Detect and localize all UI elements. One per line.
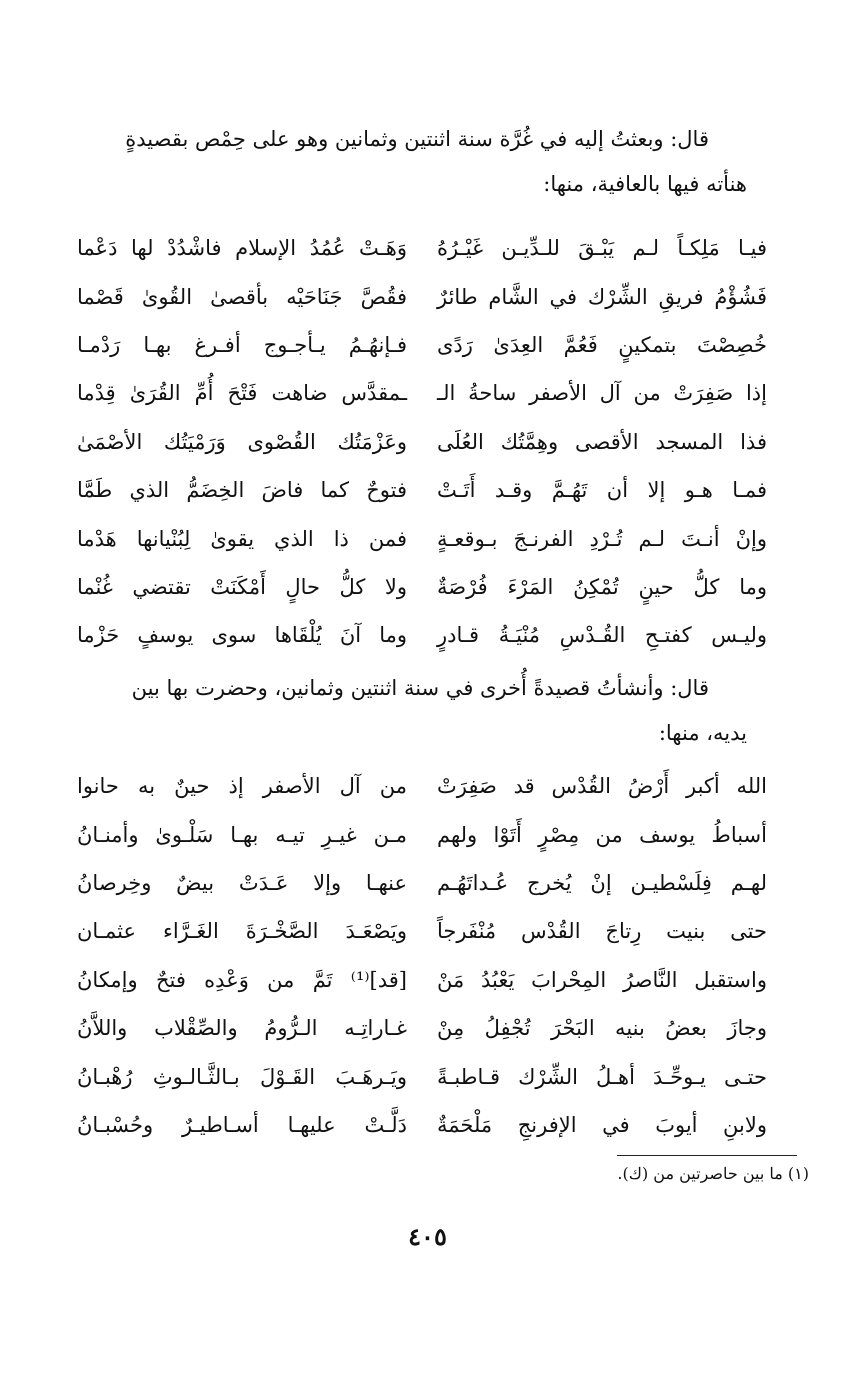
intro-paragraph-1 xyxy=(97,117,747,207)
verse-second-hemistich: وعَزْمَتُك القُصْوى وَرَمْيَتُك الأصْمَىٰ xyxy=(77,429,407,454)
verse-second-hemistich: ولا كلُّ حالٍ أَمْكَنَتْ تقتضي غُنْما xyxy=(77,574,407,599)
verse xyxy=(77,418,767,466)
verse-second-hemistich: ـمقدَّس ضاهت فَتْحَ أُمِّ القُرَىٰ قِدْما xyxy=(77,381,407,406)
verse xyxy=(77,1052,767,1100)
intro-2-line-1: قال: وأنشأتُ قصيدةً أُخرى في سنة اثنتين وثمانين، وحضرت بها بين xyxy=(131,676,709,700)
verse xyxy=(77,563,767,611)
verse-first-hemistich: الله أكبر أَرْضُ القُدْس قد صَفِرَتْ xyxy=(437,774,767,799)
verse-second-hemistich: دَلَّـتْ عليهـا أسـاطيـرٌ وحُسْبـانُ xyxy=(77,1112,407,1137)
verse-second-hemistich: [قد]⁽¹⁾ تَمَّ من وَعْدِه فتحٌ وإمكانُ xyxy=(77,967,407,992)
verse xyxy=(77,611,767,659)
verse-second-hemistich: ويَصْعَـدَ الصَّخْـرَةَ الغَـرَّاء عثمـان xyxy=(77,919,407,944)
verse-first-hemistich: خُصِصْتَ بتمكينٍ فَعُمَّ العِدَىٰ رَدًى xyxy=(437,332,767,357)
verse xyxy=(77,321,767,369)
verse-second-hemistich: فقُصَّ جَنَاحَيْه بأقصىٰ القُوىٰ قَصْما xyxy=(77,284,407,309)
verse-second-hemistich: وَهَـتْ عُمُدُ الإسلام فاشْدُدْ لها دَعْما xyxy=(77,236,407,261)
verse-first-hemistich: وليـس كفتـحِ القُـدْسِ مُنْيَـةُ قـادرٍ xyxy=(437,623,767,648)
verse xyxy=(77,1101,767,1149)
verse xyxy=(77,1004,767,1052)
verse xyxy=(77,369,767,417)
verse-second-hemistich: غـاراتِـه الـرُّومُ والصِّقْلاب واللاَّنُ xyxy=(77,1016,407,1041)
verse-first-hemistich: وجازَ بعضُ بنيه البَحْرَ تُجْفِلُ مِنْ xyxy=(437,1016,767,1041)
verse-second-hemistich: وما آنَ يُلْقَاها سوى يوسفٍ حَزْما xyxy=(77,623,407,648)
verse-first-hemistich: حتى بنيت رِتاجَ القُدْس مُنْفَرجاً xyxy=(437,919,767,944)
verse xyxy=(77,514,767,562)
verse-first-hemistich: حتـى يـوحِّـدَ أهـلُ الشِّرْك قـاطبـةً xyxy=(437,1064,767,1089)
verse xyxy=(77,272,767,320)
verse-second-hemistich: فتوحٌ كما فاضَ الخِضَمُّ الذي طَمَّا xyxy=(77,478,407,503)
page-number: ٤٠٥ xyxy=(408,1222,447,1251)
poem-1 xyxy=(77,224,767,660)
verse-first-hemistich: فيـا مَلِكـاً لـم يَبْـقَ للـدِّيـن غَيْـرُهُ xyxy=(437,236,767,261)
verse-second-hemistich: عنهـا وإلا عَـدَتْ بيضٌ وخِرصانُ xyxy=(77,870,407,895)
intro-2-line-2: يديه، منها: xyxy=(658,721,747,745)
verse-second-hemistich: من آل الأصفر إذ حينٌ به حانوا xyxy=(77,774,407,799)
verse-first-hemistich: فمـا هـو إلا أن تَهُـمَّ وقـد أَتَـتْ xyxy=(437,478,767,503)
verse-first-hemistich: وإنْ أنـتَ لـم تُـرْدِ الفرنـجَ بـوقعـةٍ xyxy=(437,526,767,551)
verse-first-hemistich: لهـم فِلَسْطيـن إنْ يُخرج عُـداتَهُـم xyxy=(437,870,767,895)
verse xyxy=(77,907,767,955)
poem-2 xyxy=(77,762,767,1149)
verse-first-hemistich: إذا صَفِرَتْ من آل الأصفر ساحةُ الـ xyxy=(437,381,767,406)
verse xyxy=(77,224,767,272)
verse-second-hemistich: مـن غيـرِ تيـه بهـا سَلْـوىٰ وأمنـانُ xyxy=(77,822,407,847)
verse-second-hemistich: فمن ذا الذي يقوىٰ لِبُنْيانها هَدْما xyxy=(77,526,407,551)
footnote-divider xyxy=(617,1155,797,1156)
intro-paragraph-2 xyxy=(97,666,747,756)
verse xyxy=(77,762,767,810)
verse xyxy=(77,956,767,1004)
footnote: (١) ما بين حاصرتين من (ك). xyxy=(617,1164,809,1183)
verse xyxy=(77,810,767,858)
verse xyxy=(77,466,767,514)
intro-1-line-1: قال: وبعثتُ إليه في غُرَّة سنة اثنتين وثمانين وهو على حِمْص بقصيدةٍ xyxy=(125,127,709,151)
verse-first-hemistich: فذا المسجد الأقصى وهِمَّتُك العُلَى xyxy=(437,429,767,454)
verse xyxy=(77,859,767,907)
verse-second-hemistich: ويَـرهَـبَ القَـوْلَ بـالثَّـالـوثِ رُهْبـانُ xyxy=(77,1064,407,1089)
intro-1-line-2: هنأته فيها بالعافية، منها: xyxy=(543,172,747,196)
verse-first-hemistich: أسباطُ يوسف من مِصْرٍ أَتَوْا ولهم xyxy=(437,822,767,847)
verse-first-hemistich: فَشُؤْمُ فريقِ الشِّرْك في الشَّام طائرٌ xyxy=(437,284,767,309)
verse-first-hemistich: ولابنِ أيوبَ في الإفرنجِ مَلْحَمَةٌ xyxy=(437,1112,767,1137)
verse-first-hemistich: وما كلُّ حينٍ تُمْكِنُ المَرْءَ فُرْصَةٌ xyxy=(437,574,767,599)
verse-first-hemistich: واستقبل النَّاصرُ المِحْرابَ يَعْبُدُ مَنْ xyxy=(437,967,767,992)
verse-second-hemistich: فـإنهُـمُ يـأجـوج أفـرغ بهـا رَدْمـا xyxy=(77,332,407,357)
